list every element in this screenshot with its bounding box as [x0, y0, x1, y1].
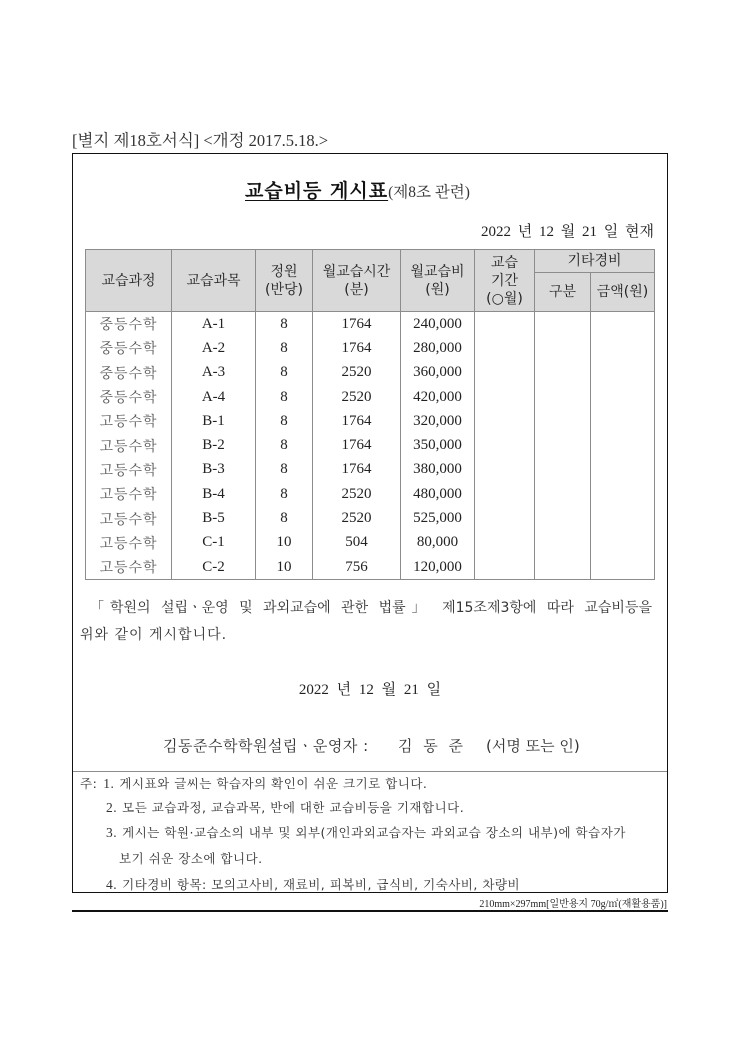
table-body — [86, 312, 655, 580]
cell-period — [475, 385, 535, 409]
cell-other-type — [535, 531, 591, 555]
table-row — [86, 409, 655, 433]
cell-period — [475, 336, 535, 360]
header-other-expenses-label: 기타경비 — [567, 253, 622, 269]
header-other-expenses — [535, 250, 655, 273]
cell-monthly-minutes: 2520 — [313, 361, 401, 385]
cell-other-type — [535, 312, 591, 337]
notice-text-line2: 위와 같이 게시합니다. — [80, 627, 228, 643]
tuition-fee-table — [85, 249, 655, 580]
header-subject-label: 교습과목 — [186, 272, 241, 289]
cell-subject: A-2 — [172, 336, 256, 360]
notes-prefix: 주: — [80, 776, 98, 791]
cell-period — [475, 555, 535, 580]
footer-rule — [72, 910, 668, 912]
cell-course: 고등수학 — [86, 409, 172, 433]
cell-subject: B-1 — [172, 409, 256, 433]
cell-course: 고등수학 — [86, 555, 172, 580]
title-subtitle: (제8조 관련) — [388, 184, 470, 201]
cell-period — [475, 409, 535, 433]
cell-subject: C-2 — [172, 555, 256, 580]
cell-monthly-minutes: 1764 — [313, 336, 401, 360]
table-row — [86, 385, 655, 409]
cell-other-amount — [591, 433, 655, 457]
cell-other-amount — [591, 458, 655, 482]
note-text: 게시는 학원·교습소의 내부 및 외부(개인과외교습자는 과외교습 장소의 내부)에 학습자가 — [122, 825, 626, 840]
cell-monthly-fee: 360,000 — [401, 361, 475, 385]
cell-course: 고등수학 — [86, 433, 172, 457]
header-monthly-fee — [401, 250, 475, 312]
note-number: 2. — [106, 800, 118, 815]
header-capacity-line2: (반당) — [265, 281, 303, 298]
cell-subject: C-1 — [172, 531, 256, 555]
table-row — [86, 312, 655, 337]
signature-name: 김 동 준 — [398, 737, 464, 755]
cell-capacity: 10 — [256, 555, 313, 580]
cell-monthly-fee: 320,000 — [401, 409, 475, 433]
header-row — [86, 250, 655, 273]
cell-other-amount — [591, 409, 655, 433]
table-row — [86, 555, 655, 580]
header-other-amount-label: 금액(원) — [596, 284, 649, 300]
cell-capacity: 8 — [256, 433, 313, 457]
note-item-3 — [106, 823, 626, 841]
cell-other-type — [535, 433, 591, 457]
header-subject — [172, 250, 256, 312]
table-header — [86, 250, 655, 312]
cell-monthly-minutes: 2520 — [313, 482, 401, 506]
cell-monthly-minutes: 504 — [313, 531, 401, 555]
cell-course: 고등수학 — [86, 506, 172, 530]
cell-period — [475, 361, 535, 385]
cell-period — [475, 531, 535, 555]
cell-other-type — [535, 385, 591, 409]
note-text: 보기 쉬운 장소에 합니다. — [119, 851, 263, 866]
as-of-date: 2022 년 12 월 21 일 현재 — [481, 224, 654, 240]
header-other-amount — [591, 273, 655, 312]
cell-monthly-minutes: 756 — [313, 555, 401, 580]
note-number: 3. — [106, 825, 118, 840]
cell-other-type — [535, 458, 591, 482]
table-row — [86, 531, 655, 555]
cell-capacity: 8 — [256, 458, 313, 482]
cell-monthly-fee: 480,000 — [401, 482, 475, 506]
cell-other-type — [535, 409, 591, 433]
signature-label: 김동준수학학원설립ㆍ운영자 : — [163, 737, 369, 755]
cell-monthly-minutes: 1764 — [313, 409, 401, 433]
note-item-2 — [106, 798, 464, 816]
notes-divider — [73, 771, 667, 772]
table-row — [86, 336, 655, 360]
cell-monthly-fee: 120,000 — [401, 555, 475, 580]
cell-subject: A-1 — [172, 312, 256, 337]
header-monthly-fee-line2: (원) — [425, 281, 450, 298]
cell-capacity: 10 — [256, 531, 313, 555]
cell-course: 고등수학 — [86, 482, 172, 506]
form-number-label: [별지 제18호서식] <개정 2017.5.18.> — [72, 131, 329, 150]
cell-other-type — [535, 336, 591, 360]
note-text: 모든 교습과정, 교습과목, 반에 대한 교습비등을 기재합니다. — [122, 800, 465, 815]
note-number: 1. — [103, 776, 115, 791]
cell-course: 중등수학 — [86, 385, 172, 409]
cell-other-type — [535, 361, 591, 385]
cell-capacity: 8 — [256, 385, 313, 409]
header-capacity-line1: 정원 — [270, 263, 298, 280]
cell-other-amount — [591, 312, 655, 337]
cell-other-amount — [591, 482, 655, 506]
header-monthly-fee-line1: 월교습비 — [410, 263, 465, 280]
cell-subject: B-5 — [172, 506, 256, 530]
cell-other-amount — [591, 385, 655, 409]
cell-course: 고등수학 — [86, 531, 172, 555]
table-row — [86, 482, 655, 506]
header-period-line3: (○월) — [486, 290, 523, 307]
cell-course: 중등수학 — [86, 312, 172, 337]
header-course — [86, 250, 172, 312]
cell-monthly-fee: 80,000 — [401, 531, 475, 555]
cell-course: 중등수학 — [86, 336, 172, 360]
cell-capacity: 8 — [256, 409, 313, 433]
cell-other-amount — [591, 555, 655, 580]
cell-monthly-fee: 525,000 — [401, 506, 475, 530]
header-other-type-label: 구분 — [548, 284, 577, 300]
cell-monthly-fee: 350,000 — [401, 433, 475, 457]
header-period — [475, 250, 535, 312]
note-text: 게시표와 글씨는 학습자의 확인이 쉬운 크기로 합니다. — [119, 776, 428, 791]
cell-subject: B-4 — [172, 482, 256, 506]
header-other-type — [535, 273, 591, 312]
document-title — [245, 176, 470, 203]
table-row — [86, 433, 655, 457]
cell-capacity: 8 — [256, 506, 313, 530]
cell-monthly-fee: 280,000 — [401, 336, 475, 360]
cell-other-type — [535, 482, 591, 506]
note-text: 기타경비 항목: 모의고사비, 재료비, 피복비, 급식비, 기숙사비, 차량비 — [122, 877, 521, 892]
cell-course: 고등수학 — [86, 458, 172, 482]
cell-monthly-fee: 420,000 — [401, 385, 475, 409]
cell-monthly-minutes: 2520 — [313, 506, 401, 530]
cell-other-amount — [591, 531, 655, 555]
header-monthly-hours-line1: 월교습시간 — [322, 263, 391, 280]
cell-subject: A-4 — [172, 385, 256, 409]
header-capacity — [256, 250, 313, 312]
cell-monthly-minutes: 1764 — [313, 433, 401, 457]
cell-monthly-fee: 380,000 — [401, 458, 475, 482]
cell-period — [475, 312, 535, 337]
cell-period — [475, 506, 535, 530]
cell-other-type — [535, 506, 591, 530]
cell-period — [475, 482, 535, 506]
cell-other-amount — [591, 336, 655, 360]
table-row — [86, 458, 655, 482]
cell-capacity: 8 — [256, 336, 313, 360]
cell-period — [475, 433, 535, 457]
cell-subject: B-3 — [172, 458, 256, 482]
cell-monthly-minutes: 1764 — [313, 458, 401, 482]
header-course-label: 교습과정 — [101, 272, 156, 289]
header-period-line1: 교습 — [490, 254, 519, 271]
paper-spec: 210mm×297mm[일반용지 70g/㎡(재활용품)] — [479, 899, 667, 910]
signature-note: (서명 또는 인) — [486, 737, 580, 755]
notice-text-line1: 「학원의 설립ㆍ운영 및 과외교습에 관한 법률」 제15조제3항에 따라 교습비등을 — [90, 600, 652, 616]
cell-subject: A-3 — [172, 361, 256, 385]
header-monthly-hours-line2: (분) — [344, 281, 369, 298]
header-period-line2: 기간 — [490, 272, 519, 289]
cell-monthly-minutes: 1764 — [313, 312, 401, 337]
header-monthly-hours — [313, 250, 401, 312]
cell-other-amount — [591, 361, 655, 385]
note-number: 4. — [106, 877, 118, 892]
cell-capacity: 8 — [256, 482, 313, 506]
cell-monthly-fee: 240,000 — [401, 312, 475, 337]
table-row — [86, 506, 655, 530]
cell-capacity: 8 — [256, 312, 313, 337]
cell-monthly-minutes: 2520 — [313, 385, 401, 409]
title-main: 교습비등 게시표 — [245, 180, 389, 202]
issue-date: 2022 년 12 월 21 일 — [298, 682, 442, 698]
cell-course: 중등수학 — [86, 361, 172, 385]
cell-subject: B-2 — [172, 433, 256, 457]
note-item-3-continuation — [119, 849, 263, 867]
cell-other-amount — [591, 506, 655, 530]
cell-capacity: 8 — [256, 361, 313, 385]
table-row — [86, 361, 655, 385]
note-item-1 — [80, 774, 427, 792]
cell-other-type — [535, 555, 591, 580]
note-item-4 — [106, 875, 520, 893]
cell-period — [475, 458, 535, 482]
